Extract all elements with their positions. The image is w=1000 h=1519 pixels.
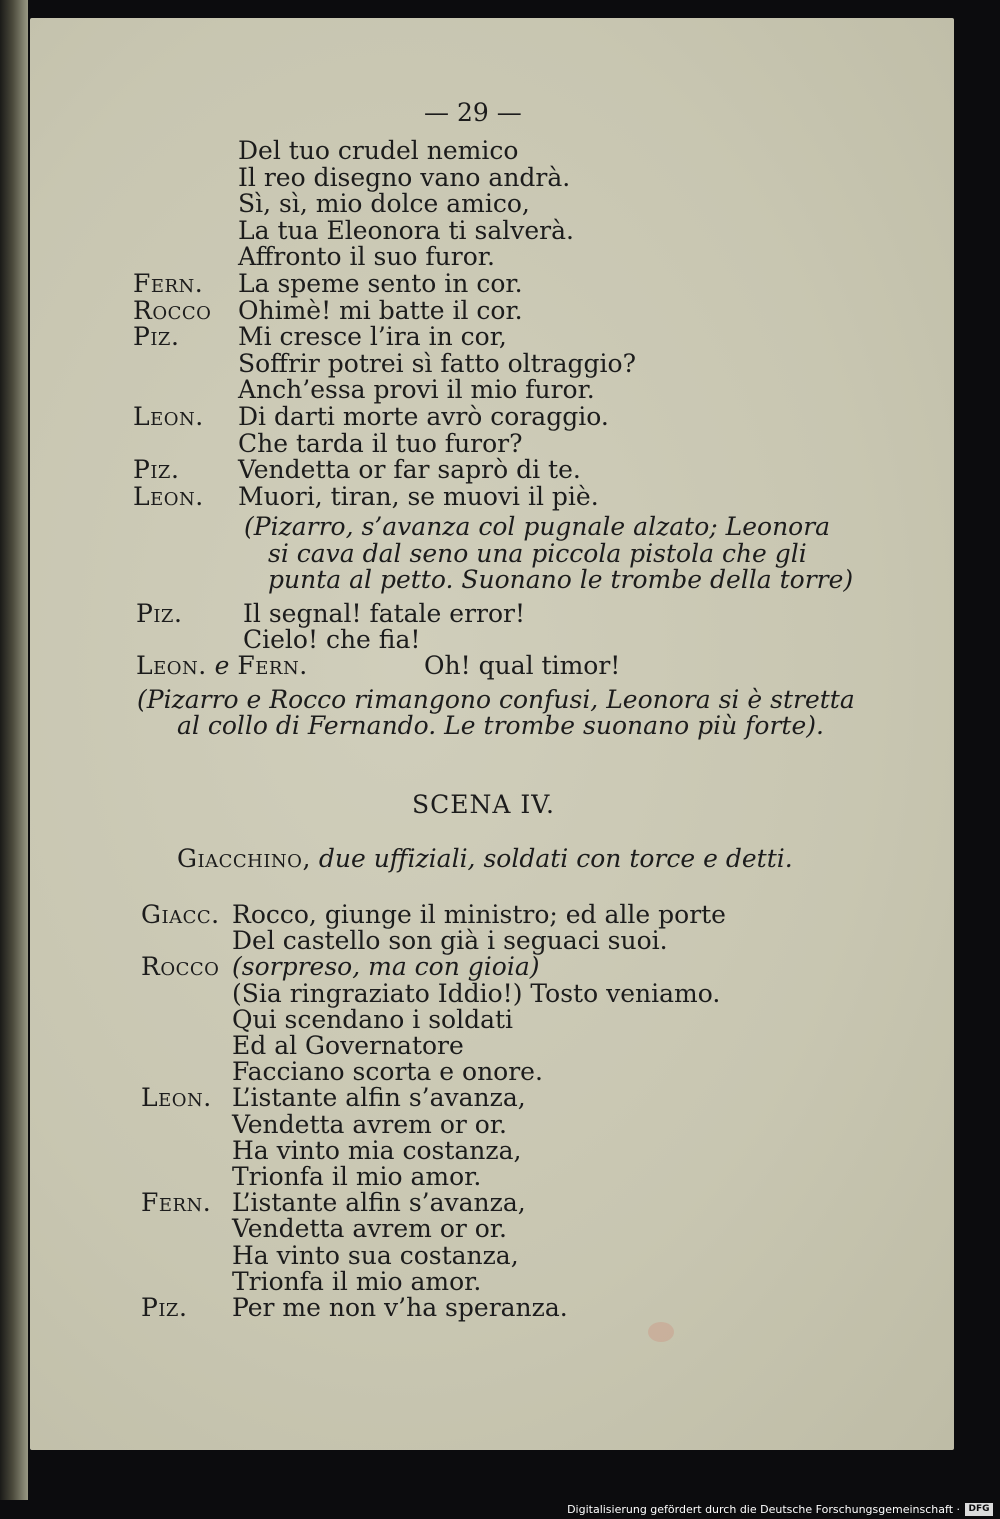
dialogue-line: Sì, sì, mio dolce amico, [238,189,530,219]
dialogue-line: Soffrir potrei sì fatto oltraggio? [238,348,636,378]
speaker-label: Rocco [141,952,220,982]
stage-direction-line: (Pizarro, s’avanza col pugnale alzato; Leonora [244,512,831,541]
speaker-label: Leon. [141,1083,212,1113]
dialogue-line: Ha vinto mia costanza, [232,1135,522,1165]
duet-text: Oh! qual timor! [424,651,621,680]
dialogue-line: Vendetta or far saprò di te. [238,455,581,485]
paper-stain [648,1322,674,1342]
speaker-label: Rocco [133,295,212,325]
dialogue-line: Di darti morte avrò coraggio. [238,402,609,431]
dialogue-line: Mi cresce l’ira in cor, [238,322,507,352]
dialogue-line: Vendetta avrem or or. [232,1109,507,1139]
speaker-label: Leon. [136,651,207,680]
dialogue-line: Ohimè! mi batte il cor. [238,295,523,325]
dialogue-line: Facciano scorta e onore. [232,1057,543,1087]
dialogue-line: Trionfa il mio amor. [232,1266,482,1296]
page-number: — 29 — [424,98,522,127]
speaker-label: Fern. [133,269,204,298]
book-spine [0,0,28,1500]
dialogue-line: Del tuo crudel nemico [238,136,519,165]
dialogue-line: Rocco, giunge il ministro; ed alle porte [232,900,726,929]
speaker-label: Piz. [136,599,183,628]
speaker-label: Piz. [141,1293,188,1322]
dialogue-line: Qui scendano i soldati [232,1004,514,1034]
stage-direction-line: (Pizarro e Rocco rimangono confusi, Leonora si è stretta [137,685,855,714]
stage-direction-line: si cava dal seno una piccola pistola che gli [268,539,807,568]
dialogue-line: La speme sento in cor. [238,269,523,298]
speaker-label: Piz. [133,455,180,485]
dialogue-line: Del castello son già i seguaci suoi. [232,926,668,956]
stage-direction-line: al collo di Fernando. Le trombe suonano più forte). [177,711,824,740]
dialogue-line: Affronto il suo furor. [238,242,495,272]
dialogue-line: Vendetta avrem or or. [232,1214,507,1244]
dialogue-line: Trionfa il mio amor. [232,1162,482,1191]
dialogue-line: Che tarda il tuo furor? [238,428,523,458]
speaker-label: Giacc. [141,900,220,929]
cast-name: Giacchino, [177,844,311,873]
speaker-label: Leon. [133,402,204,431]
dialogue-line: Il segnal! fatale error! [243,599,526,628]
dialogue-line: La tua Eleonora ti salverà. [238,215,574,245]
dialogue-line: (Sia ringraziato Iddio!) Tosto veniamo. [232,978,721,1008]
speaker-label: Leon. [133,481,204,511]
dialogue-line: Muori, tiran, se muovi il piè. [238,481,599,511]
dfg-logo: DFG [965,1503,993,1516]
speaker-conjunction: e [214,651,230,680]
speaker-label: Piz. [133,322,180,352]
dialogue-line: Per me non v’ha speranza. [232,1293,568,1322]
dialogue-line: Ed al Governatore [232,1031,464,1060]
speaker-label: Fern. [237,651,308,680]
dialogue-line: Anch’essa provi il mio furor. [238,375,595,405]
dialogue-line: Ha vinto sua costanza, [232,1240,519,1270]
dialogue-line: (sorpreso, ma con gioia) [232,952,540,982]
stage-direction-line: punta al petto. Suonano le trombe della torre) [268,565,854,594]
cast-rest: due uffiziali, soldati con torce e detti. [318,844,793,873]
dialogue-line: L’istante alfin s’avanza, [232,1083,526,1113]
speaker-label: Fern. [141,1188,212,1218]
scene-cast [177,846,793,872]
duet-line [136,653,308,679]
footer-credit: Digitalisierung gefördert durch die Deutsche Forschungsgemeinschaft · [567,1503,960,1516]
dialogue-line: Il reo disegno vano andrà. [238,162,571,192]
dialogue-line: Cielo! che fia! [243,625,421,654]
dialogue-line: L’istante alfin s’avanza, [232,1188,526,1218]
scene-title: SCENA IV. [412,790,555,819]
